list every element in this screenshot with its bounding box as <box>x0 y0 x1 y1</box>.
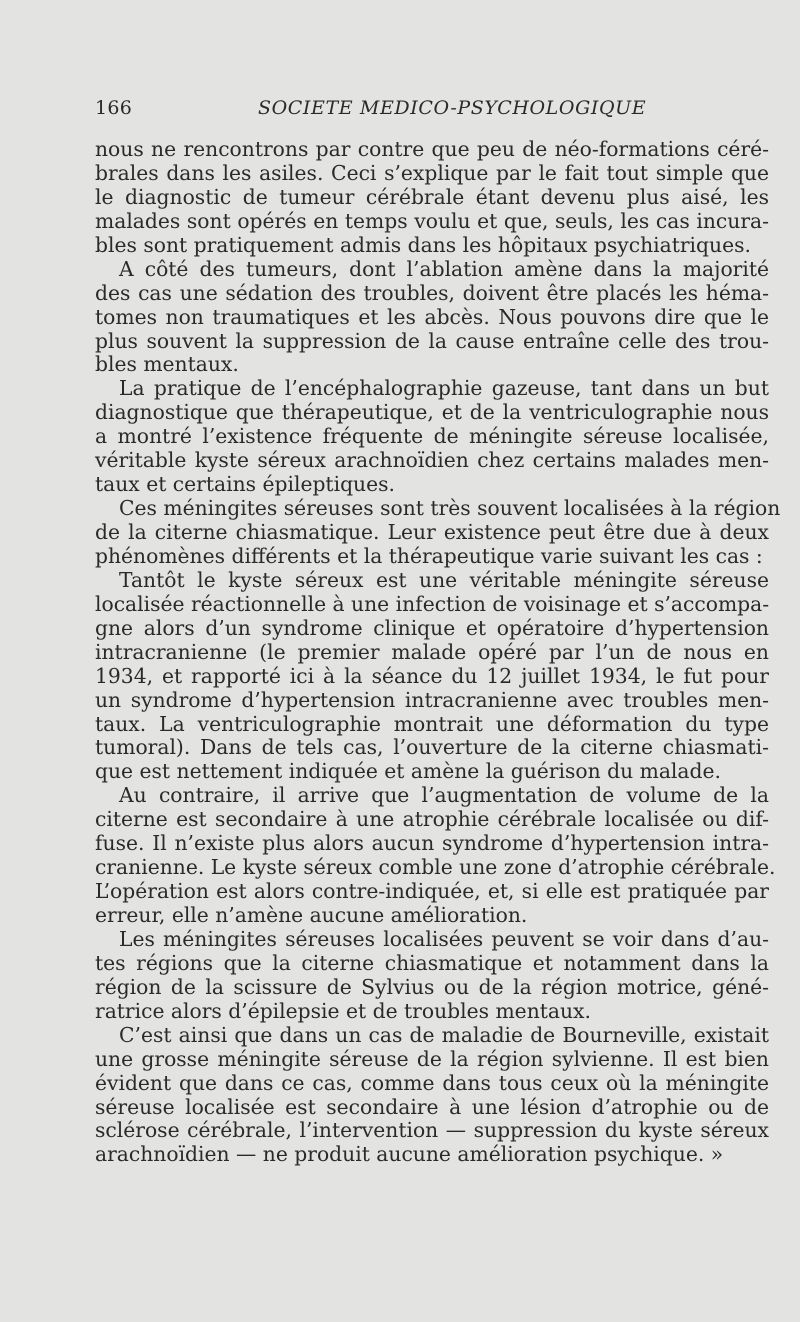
text-line: Les méningites séreuses localisées peuvent se voir dans d’au- <box>119 926 769 951</box>
text-line: le diagnostic de tumeur cérébrale étant devenu plus aisé, les <box>95 184 769 209</box>
text-line: cranienne. Le kyste séreux comble une zone d’atrophie cérébrale. <box>95 855 776 880</box>
text-line: nous ne rencontrons par contre que peu de néo-formations céré- <box>95 137 769 161</box>
text-line: des cas une sédation des troubles, doivent être placés les héma- <box>95 280 769 305</box>
text-line: sclérose cérébrale, l’intervention — suppression du kyste séreux <box>95 1118 769 1143</box>
journal-title: SOCIETE MEDICO-PSYCHOLOGIQUE <box>258 97 647 119</box>
text-line: véritable kyste séreux arachnoïdien chez certains malades men- <box>95 448 769 473</box>
text-line: gne alors d’un syndrome clinique et opératoire d’hypertension <box>95 615 769 640</box>
text-line: Au contraire, il arrive que l’augmentation de volume de la <box>119 783 769 808</box>
text-line: séreuse localisée est secondaire à une lésion d’atrophie ou de <box>95 1094 769 1119</box>
text-line: brales dans les asiles. Ceci s’explique par le fait tout simple que <box>95 160 769 185</box>
text-line: Tantôt le kyste séreux est une véritable méningite séreuse <box>119 567 769 592</box>
text-line: fuse. Il n’existe plus alors aucun syndrome d’hypertension intra- <box>95 831 769 856</box>
text-line: L’opération est alors contre-indiquée, et, si elle est pratiquée par <box>95 879 769 904</box>
text-line: tes régions que la citerne chiasmatique et notamment dans la <box>95 950 769 975</box>
text-line: bles sont pratiquement admis dans les hôpitaux psychiatriques. <box>95 232 751 257</box>
text-line: La pratique de l’encéphalographie gazeuse, tant dans un but <box>119 376 769 401</box>
running-head <box>95 97 707 123</box>
text-line: taux et certains épileptiques. <box>95 472 395 497</box>
text-line: tumoral). Dans de tels cas, l’ouverture de la citerne chiasmati- <box>95 735 769 760</box>
text-line: phénomènes différents et la thérapeutique varie suivant les cas : <box>95 543 763 568</box>
text-line: de la citerne chiasmatique. Leur existence peut être due à deux <box>95 520 769 544</box>
text-line: A côté des tumeurs, dont l’ablation amène dans la majorité <box>119 256 769 281</box>
text-line: un syndrome d’hypertension intracranienne avec troubles men- <box>95 687 769 712</box>
text-line: Ces méningites séreuses sont très souvent localisées à la région <box>119 496 781 521</box>
text-line: a montré l’existence fréquente de méningite séreuse localisée, <box>95 424 769 449</box>
text-line: erreur, elle n’amène aucune amélioration. <box>95 903 528 927</box>
text-line: malades sont opérés en temps voulu et que, seuls, les cas incura- <box>95 208 769 233</box>
text-line: 1934, et rapporté ici à la séance du 12 juillet 1934, le fut pour <box>95 663 769 688</box>
text-line: localisée réactionnelle à une infection de voisinage et s’accompa- <box>95 591 770 616</box>
text-line: tomes non traumatiques et les abcès. Nous pouvons dire que le <box>95 304 769 329</box>
text-line: bles mentaux. <box>95 352 239 377</box>
text-line: région de la scissure de Sylvius ou de la région motrice, géné- <box>95 974 769 999</box>
text-line: diagnostique que thérapeutique, et de la ventriculographie nous <box>95 400 769 425</box>
text-line: plus souvent la suppression de la cause entraîne celle des trou- <box>95 328 769 353</box>
text-line: une grosse méningite séreuse de la région sylvienne. Il est bien <box>95 1046 769 1071</box>
text-line: citerne est secondaire à une atrophie cérébrale localisée ou dif- <box>95 807 769 832</box>
page-number: 166 <box>95 97 133 119</box>
text-line: arachnoïdien — ne produit aucune amélioration psychique. » <box>95 1142 724 1167</box>
text-line: intracranienne (le premier malade opéré par l’un de nous en <box>95 639 769 664</box>
text-line: ratrice alors d’épilepsie et de troubles mentaux. <box>95 998 591 1023</box>
text-line: C’est ainsi que dans un cas de maladie de Bourneville, existait <box>119 1022 769 1047</box>
text-line: taux. La ventriculographie montrait une déformation du type <box>95 711 769 736</box>
body-text <box>95 137 781 1167</box>
text-line: que est nettement indiquée et amène la guérison du malade. <box>95 759 721 784</box>
text-line: évident que dans ce cas, comme dans tous ceux où la méningite <box>95 1070 769 1095</box>
